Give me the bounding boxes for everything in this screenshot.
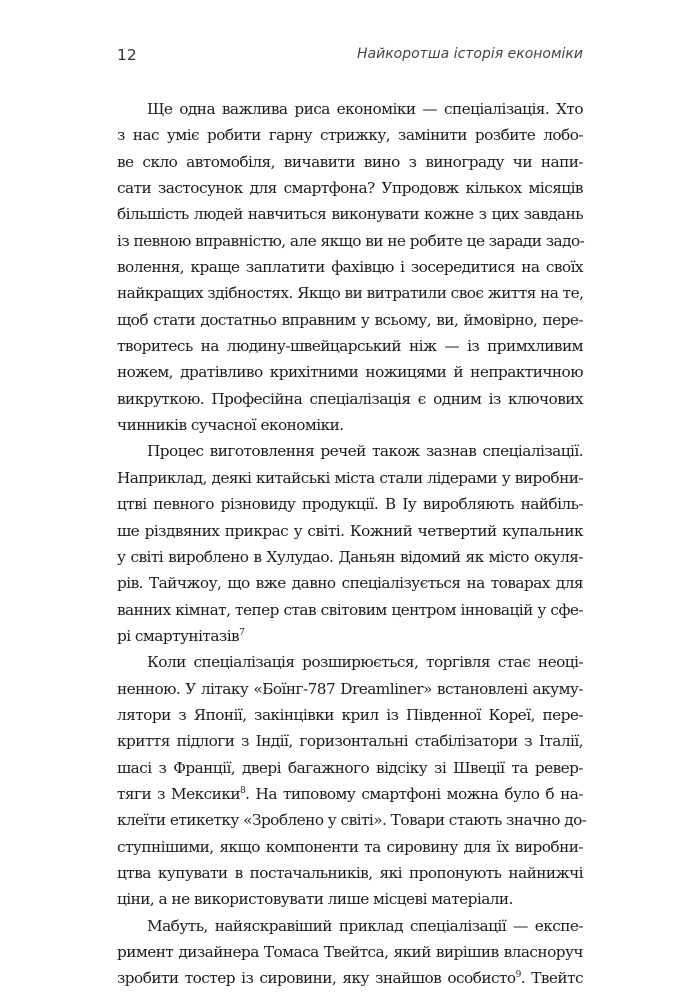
text-line: чинників сучасної економіки. — [117, 416, 344, 435]
text-line: ве скло автомобіля, вичавити вино з винограду чи напи- — [117, 152, 583, 171]
page-number: 12 — [117, 46, 137, 64]
running-title: Найкоротша історія економіки — [357, 46, 583, 62]
text-line: римент дизайнера Томаса Твейтса, який вирішив власноруч — [117, 943, 583, 961]
text-line: Коли спеціалізація розширюється, торгівля стає неоці- — [147, 653, 583, 672]
page-header — [117, 46, 583, 70]
text-line: Процес виготовлення речей також зазнав спеціалізації. — [147, 442, 583, 461]
text-line: ванних кімнат, тепер став світовим центром інновацій у сфе- — [117, 600, 583, 619]
text-line: Наприклад, деякі китайські міста стали лідерами у виробни- — [117, 468, 583, 487]
text-line: з нас уміє робити гарну стрижку, замінити розбите лобо- — [117, 126, 583, 145]
text-line: із певною вправністю, але якщо ви не робите це заради задо- — [117, 231, 585, 250]
line-text: . Твейтс — [520, 969, 584, 988]
text-line: творитесь на людину-швейцарський ніж — із примхливим — [117, 337, 583, 356]
text-line: цтві певного різновиду продукції. В Іу виробляють найбіль- — [117, 495, 583, 514]
text-line: ше різдвяних прикрас у світі. Кожний четвертий купальник — [117, 521, 583, 540]
paragraph-1 — [117, 96, 583, 438]
text-line: рів. Тайчжоу, що вже давно спеціалізується на товарах для — [117, 574, 583, 593]
text-line: найкращих здібностях. Якщо ви витратили своє життя на те, — [117, 284, 584, 303]
paragraph-4 — [117, 913, 583, 992]
text-line: ненною. У літаку «Боїнг-787 Dreamliner» встановлені акуму- — [117, 679, 583, 698]
text-line: викруткою. Професійна спеціалізація є одним із ключових — [117, 389, 583, 408]
text-line: лятори з Японії, закінцівки крил із Південної Кореї, пере- — [117, 705, 583, 724]
text-line: Мабуть, найяскравіший приклад спеціалізації — експе- — [147, 916, 583, 935]
text-line: ціни, а не використовувати лише місцеві матеріали. — [117, 890, 513, 909]
line-text: . На типовому смартфоні можна було б на- — [245, 784, 583, 803]
paragraph-3 — [117, 649, 587, 912]
footnote-ref[interactable]: 9 — [515, 970, 521, 981]
line-text: тяги з Мексики — [117, 784, 240, 803]
text-line: шасі з Франції, двері багажного відсіку зі Швеції та ревер- — [117, 758, 583, 777]
body-text — [117, 96, 587, 992]
paragraph-2 — [117, 438, 583, 649]
text-line: волення, краще заплатити фахівцю і зосередитися на своїх — [117, 258, 583, 277]
line-text: зробити тостер із сировини, яку знайшов особисто — [117, 969, 516, 988]
text-line — [117, 623, 583, 649]
text-line: у світі вироблено в Хулудао. Даньян відомий як місто окуля- — [117, 547, 583, 566]
line-text: рі смартунітазів — [117, 626, 240, 645]
text-line: цтва купувати в постачальників, які пропонують найнижчі — [117, 863, 583, 882]
text-line: щоб стати достатньо вправним у всьому, ви, ймовірно, пере- — [117, 310, 583, 329]
footnote-ref[interactable]: 8 — [239, 785, 246, 796]
text-line: криття підлоги з Індії, горизонтальні стабілізатори з Італії, — [117, 732, 583, 751]
text-line — [117, 965, 583, 991]
footnote-ref[interactable]: 7 — [239, 627, 245, 638]
text-line: Ще одна важлива риса економіки — спеціалізація. Хто — [147, 100, 583, 118]
text-line: сати застосунок для смартфона? Упродовж кількох місяців — [117, 179, 583, 198]
text-line: ножем, дратівливо крихітними ножицями й непрактичною — [117, 363, 583, 382]
text-line — [117, 781, 583, 807]
text-line: ступнішими, якщо компоненти та сировину для їх виробни- — [117, 837, 583, 856]
text-line: більшість людей навчиться виконувати кожне з цих завдань — [117, 205, 583, 224]
text-line: клеїти етикетку «Зроблено у світі». Товари стають значно до- — [117, 811, 587, 830]
